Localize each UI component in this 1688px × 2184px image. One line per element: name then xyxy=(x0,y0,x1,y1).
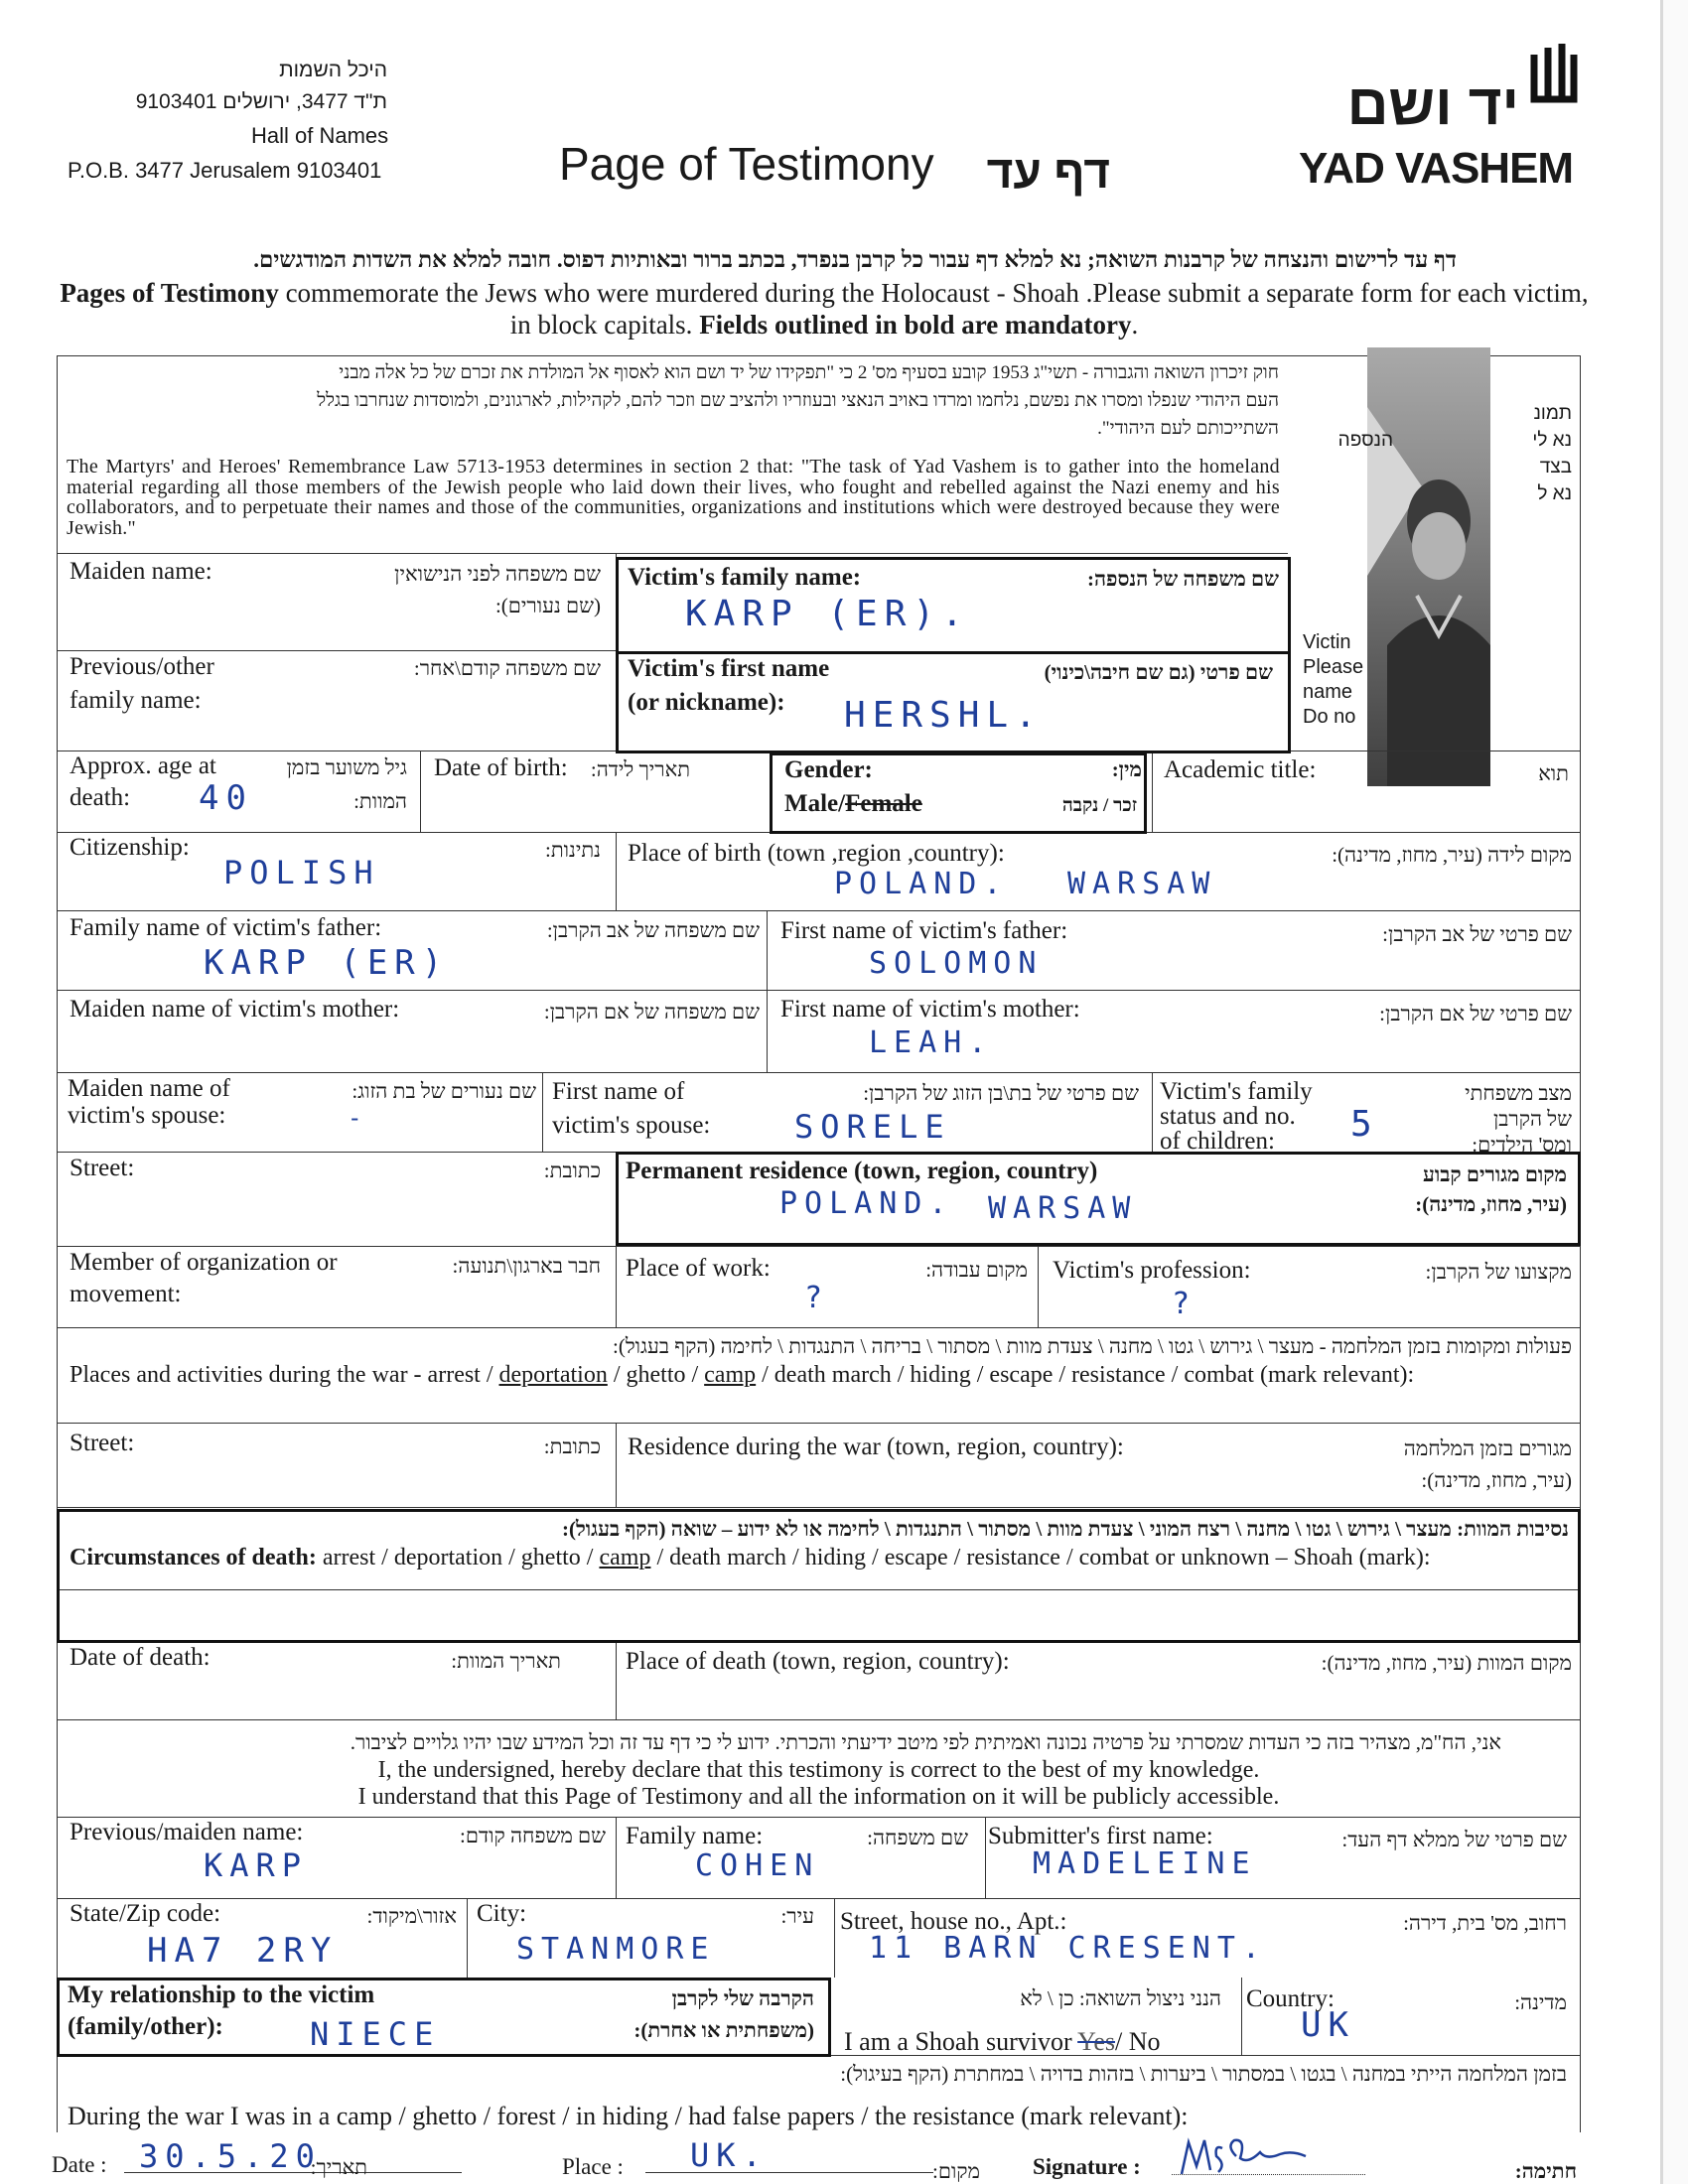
family-status-he-1: מצב משפחתי xyxy=(1465,1081,1572,1105)
intro-he: דף עד לרישום והנצחה של קרבנות השואה; נא למלא דף עבור כל קרבן בנפרד, בכתב ברור ובאותיות דפוס. חובה למלא את השדות המודגשים. xyxy=(253,247,1457,272)
dob-label: Date of birth: xyxy=(434,754,568,781)
circumstances-p1: arrest / deportation / ghetto / xyxy=(316,1545,600,1570)
war-street-label: Street: xyxy=(70,1430,135,1456)
law-he-2: העם היהודי שנפלו ומסרו את נפשם, נלחמו ומרדו באויב הנאצי ובעוזריו ולהציב שם וזכר להם, לקהילות, לארגונים, ולמוסדות שנחרבו בגלל xyxy=(317,390,1279,411)
intro-bold-1: Pages of Testimony xyxy=(60,278,279,308)
during-war-en: During the war I was in a camp / ghetto / forest / in hiding / had false papers / the resistance (mark relevant): xyxy=(68,2102,1189,2130)
activity-camp-marked[interactable]: camp xyxy=(704,1362,757,1388)
submitter-first-value[interactable]: MADELEINE xyxy=(1033,1846,1257,1881)
permanent-residence-label: Permanent residence (town, region, country) xyxy=(626,1158,1098,1184)
family-status-label-2: status and no. xyxy=(1160,1103,1296,1130)
circumstances-label: Circumstances of death: xyxy=(70,1545,317,1570)
footer-date-value[interactable]: 30.5.20 xyxy=(139,2137,322,2175)
spouse-maiden-he: שם נעורים של בת הזוג: xyxy=(352,1079,536,1103)
yad-vashem-logo xyxy=(1291,40,1589,199)
submitter-family-value[interactable]: COHEN xyxy=(695,1848,820,1883)
circumstances-en xyxy=(70,1545,1431,1571)
photo-side-en-2: Please xyxy=(1303,656,1364,678)
war-residence-label: Residence during the war (town, region, country): xyxy=(628,1433,1124,1460)
submitter-prev-he: שם משפחה קודם: xyxy=(460,1824,606,1847)
footer-date-label: Date : xyxy=(52,2152,107,2177)
previous-name-he: שם משפחה קודם\אחר: xyxy=(413,656,601,680)
country-label: Country: xyxy=(1246,1985,1335,2012)
organization-label-2: movement: xyxy=(70,1281,182,1307)
photo-side-he-2: נא לי xyxy=(1532,430,1572,451)
submitter-first-he: שם פרטי של ממלא דף העד: xyxy=(1341,1828,1567,1851)
permanent-residence-value-2[interactable]: WARSAW xyxy=(988,1191,1138,1226)
activities-p3: / ghetto / xyxy=(607,1362,705,1388)
photo-side-en-3: name xyxy=(1303,681,1353,703)
spouse-maiden-value[interactable]: - xyxy=(348,1104,369,1132)
first-name-label-1: Victim's first name xyxy=(628,655,830,682)
victim-photo xyxy=(1367,347,1490,786)
mother-first-label: First name of victim's mother: xyxy=(780,996,1080,1023)
academic-label: Academic title: xyxy=(1164,756,1317,783)
circumstances-p3: / death march / hiding / escape / resistance / combat or unknown – Shoah (mark): xyxy=(650,1545,1431,1570)
family-status-value[interactable]: 5 xyxy=(1350,1104,1379,1145)
street-he: כתובת: xyxy=(543,1159,601,1182)
law-he-3: השתייכותם לעם היהודי". xyxy=(1097,418,1279,439)
header-en-pob: P.O.B. 3477 Jerusalem 9103401 xyxy=(68,158,382,183)
scan-edge xyxy=(1660,0,1688,2184)
profession-value[interactable]: ? xyxy=(1172,1287,1197,1321)
intro-mid: commemorate the Jews who were murdered during the Holocaust - Shoah .Please submit a separate form for each victim, in block capitals. xyxy=(278,278,1589,340)
age-label-2: death: xyxy=(70,784,131,811)
age-value[interactable]: 40 xyxy=(199,778,253,818)
city-value[interactable]: STANMORE xyxy=(516,1932,716,1967)
maiden-name-he-2: (שם נעורים): xyxy=(494,594,601,617)
submitter-first-label: Submitter's first name: xyxy=(988,1823,1213,1849)
family-name-value[interactable]: KARP (ER). xyxy=(685,594,970,634)
law-en: The Martyrs' and Heroes' Remembrance Law 5713-1953 determines in section 2 that: "The task of Yad Vashem is to gather into the homeland material regarding all those members of the Jewish people who laid down their lives, who fought and rebelled against the Nazi enemy and his collaborators, and to perpetuate their names and those of the communities, organizations and institutions which were destroyed because they were Jewish." xyxy=(67,456,1280,539)
footer-date-he: תאריך: xyxy=(310,2155,367,2179)
place-of-work-label: Place of work: xyxy=(626,1255,771,1282)
activities-p5: / death march / hiding / escape / resistance / combat (mark relevant): xyxy=(756,1362,1415,1388)
dob-he: תאריך לידה: xyxy=(590,757,690,781)
footer-signature-label: Signature : xyxy=(1033,2154,1141,2179)
permanent-residence-he-1: מקום מגורים קבוע xyxy=(1423,1162,1567,1186)
country-value[interactable]: UK xyxy=(1301,2005,1355,2045)
citizenship-he: נתינות: xyxy=(545,838,601,862)
profession-label: Victim's profession: xyxy=(1053,1257,1251,1284)
maiden-name-he-1: שם משפחה לפני הנישואין xyxy=(394,562,601,586)
citizenship-value[interactable]: POLISH xyxy=(223,854,380,891)
previous-name-label-1: Previous/other xyxy=(70,653,214,680)
street-address-he: רחוב, מס' בית, דירה: xyxy=(1403,1911,1567,1935)
father-family-he: שם משפחה של אב הקרבן: xyxy=(546,918,760,942)
footer-place-label: Place : xyxy=(562,2154,624,2179)
father-first-he: שם פרטי של אב הקרבן: xyxy=(1382,922,1572,946)
photo-side-en-1: Victin xyxy=(1303,631,1351,653)
header-he-pob: ת"ד 3477, ירושלים 9103401 xyxy=(135,90,387,113)
previous-name-label-2: family name: xyxy=(70,687,202,714)
photo-side-en-4: Do no xyxy=(1303,706,1356,728)
footer-place-he: מקום: xyxy=(932,2159,980,2183)
place-of-death-label: Place of death (town, region, country): xyxy=(626,1648,1010,1675)
war-street-he: כתובת: xyxy=(543,1434,601,1458)
place-of-death-he: מקום המוות (עיר, מחוז, מדינה): xyxy=(1321,1651,1572,1675)
activity-deportation-marked[interactable]: deportation xyxy=(498,1362,608,1388)
photo-side-he-3: הנספה xyxy=(1337,430,1393,451)
family-status-he-3: ומס' הילדים: xyxy=(1472,1133,1572,1157)
spouse-first-label-1: First name of xyxy=(552,1078,685,1105)
first-name-he: שם פרטי (גם שם חיבה\כינוי) xyxy=(1044,660,1273,684)
survivor-yes-option[interactable]: Yes xyxy=(1077,2027,1115,2056)
survivor-he: הנני ניצול השואה: כן \ לא xyxy=(1020,1986,1221,2010)
mother-maiden-label: Maiden name of victim's mother: xyxy=(70,996,400,1023)
place-of-birth-he: מקום לידה (עיר, מחוז, מדינה): xyxy=(1332,843,1572,867)
declaration-en-2: I understand that this Page of Testimony and all the information on it will be publicly accessible. xyxy=(357,1784,1280,1810)
submitter-prev-value[interactable]: KARP xyxy=(204,1846,309,1884)
mother-first-value[interactable]: LEAH. xyxy=(869,1025,994,1060)
citizenship-label: Citizenship: xyxy=(70,834,190,861)
page-title: Page of Testimony xyxy=(559,138,934,190)
permanent-residence-value-1[interactable]: POLAND. xyxy=(779,1186,954,1221)
during-war-he: בזמן המלחמה הייתי במחנה \ בגטו \ במסתור \ ביערות \ בזהות בדויה \ במחתרת (הקף בעיגול): xyxy=(840,2062,1567,2086)
war-residence-he-2: (עיר, מחוז, מדינה): xyxy=(1421,1468,1572,1492)
page-title-he: דף עד xyxy=(986,146,1110,198)
survivor-no-option[interactable]: / No xyxy=(1115,2027,1161,2056)
gender-label: Gender: xyxy=(784,756,873,783)
first-name-label-2: (or nickname): xyxy=(628,689,785,716)
relationship-label-2: (family/other): xyxy=(68,2013,223,2040)
father-first-value[interactable]: SOLOMON xyxy=(869,946,1044,981)
organization-he: חבר בארגון\תנועה: xyxy=(452,1254,601,1278)
gender-female[interactable]: Female xyxy=(845,790,922,817)
first-name-value[interactable]: HERSHL. xyxy=(844,695,1044,736)
city-label: City: xyxy=(477,1900,527,1927)
place-of-birth-value-2[interactable]: WARSAW xyxy=(1067,867,1217,901)
header-he-org: היכל השמות xyxy=(279,59,387,81)
activities-p1: Places and activities during the war - arrest / xyxy=(70,1362,499,1388)
profession-he: מקצועו של הקרבן: xyxy=(1425,1260,1572,1284)
city-he: עיר: xyxy=(780,1904,814,1928)
mother-maiden-he: שם משפחה של אם הקרבן: xyxy=(543,1000,760,1024)
circumstances-he: נסיבות המוות: מעצר \ גירוש \ גטו \ מחנה \ רצח המוני \ צעדת מוות \ מסתור \ התנגדות \ לחימה או לא ידוע – שואה (הקף בעגול): xyxy=(561,1517,1569,1541)
gender-he-2: זכר / נקבה xyxy=(1061,795,1137,816)
mother-first-he: שם פרטי של אם הקרבן: xyxy=(1379,1002,1572,1025)
family-name-he: שם משפחה של הנספה: xyxy=(1086,567,1279,591)
survivor-question xyxy=(844,2027,1161,2056)
footer-signature-he: חתימה: xyxy=(1514,2159,1577,2183)
street-address-value[interactable]: 11 BARN CRESENT. xyxy=(869,1931,1267,1966)
academic-he: תוא xyxy=(1538,761,1569,785)
family-status-label-1: Victim's family xyxy=(1160,1078,1313,1105)
header-en-org: Hall of Names xyxy=(251,123,389,148)
father-family-value[interactable]: KARP (ER) xyxy=(204,943,450,983)
family-status-label-3: of children: xyxy=(1160,1128,1275,1155)
spouse-maiden-label-2: victim's spouse: xyxy=(68,1102,226,1129)
spouse-maiden-label-1: Maiden name of xyxy=(68,1075,230,1102)
war-residence-he-1: מגורים בזמן המלחמה xyxy=(1403,1436,1572,1460)
relationship-value[interactable]: NIECE xyxy=(310,2015,441,2053)
date-of-death-he: תאריך המוות: xyxy=(451,1649,561,1673)
activities-en xyxy=(70,1362,1414,1389)
age-label-1: Approx. age at xyxy=(70,752,216,779)
place-of-birth-value-1[interactable]: POLAND. xyxy=(834,867,1009,901)
spouse-first-he: שם פרטי של בת\בן הזוג של הקרבן: xyxy=(863,1081,1139,1105)
relationship-he-1: הקרבה שלי לקרבן xyxy=(671,1986,814,2010)
street-address-label: Street, house no., Apt.: xyxy=(840,1908,1067,1935)
zip-value[interactable]: HA7 2RY xyxy=(147,1931,339,1971)
circumstance-camp-marked[interactable]: camp xyxy=(599,1545,651,1570)
gender-options[interactable] xyxy=(784,790,922,818)
father-family-label: Family name of victim's father: xyxy=(70,914,382,941)
submitter-family-he: שם משפחה: xyxy=(867,1826,968,1849)
logo-he: יד ושם xyxy=(1346,72,1519,137)
survivor-en-1: I am a Shoah survivor xyxy=(844,2027,1078,2056)
age-he-1: גיל משוער בזמן xyxy=(286,755,407,779)
family-status-he-2: של הקרבן xyxy=(1492,1107,1572,1131)
activities-he: פעולות ומקומות בזמן המלחמה - מעצר \ גירוש \ גטו \ מחנה \ צעדת מוות \ מסתור \ בריחה \ התנגדות \ לחימה (הקף בעגול): xyxy=(613,1334,1572,1358)
country-he: מדינה: xyxy=(1514,1990,1567,2014)
relationship-label-1: My relationship to the victim xyxy=(68,1981,375,2008)
organization-label-1: Member of organization or xyxy=(70,1249,338,1276)
declaration-he: אני, הח"מ, מצהיר בזה כי העדות שמסרתי על פרטיה נכונה ואמיתית לפי מיטב ידיעתי והכרתי. ידוע לי כי דף עד זה וכל המידע שבו יהיו גלויים לציבור. xyxy=(350,1730,1501,1754)
photo-side-he-1: תמונ xyxy=(1533,403,1572,424)
date-of-death-label: Date of death: xyxy=(70,1644,211,1671)
victim-photo-figure xyxy=(1367,347,1490,786)
intro-en xyxy=(60,278,1589,341)
relationship-he-2: (משפחתית או אחרת): xyxy=(633,2018,814,2042)
spouse-first-label-2: victim's spouse: xyxy=(552,1112,711,1139)
logo-en: YAD VASHEM xyxy=(1299,144,1574,193)
zip-he: אזור\מיקוד: xyxy=(366,1904,457,1928)
declaration-en-1: I, the undersigned, hereby declare that this testimony is correct to the best of my knowledge. xyxy=(377,1757,1260,1783)
submitter-prev-label: Previous/maiden name: xyxy=(70,1819,304,1845)
photo-side-he-5: נא ל xyxy=(1537,483,1572,504)
street-label: Street: xyxy=(70,1155,135,1181)
logo-flame-icon xyxy=(1526,40,1586,119)
place-of-birth-label: Place of birth (town ,region ,country): xyxy=(628,840,1005,867)
family-name-label: Victim's family name: xyxy=(628,564,862,591)
gender-male[interactable]: Male/ xyxy=(784,790,846,817)
place-of-work-he: מקום עבודה: xyxy=(925,1258,1028,1282)
permanent-residence-he-2: (עיר, מחוז, מדינה): xyxy=(1415,1192,1567,1216)
father-first-label: First name of victim's father: xyxy=(780,917,1068,944)
intro-end: . xyxy=(1131,309,1139,340)
photo-side-he-4: בצד xyxy=(1539,457,1572,478)
place-of-work-value[interactable]: ? xyxy=(804,1281,830,1315)
submitter-family-label: Family name: xyxy=(626,1823,764,1849)
spouse-first-value[interactable]: SORELE xyxy=(794,1108,951,1146)
gender-he: מין: xyxy=(1111,757,1142,781)
footer-place-value[interactable]: UK. xyxy=(690,2136,769,2174)
law-he-1: חוק זיכרון השואה והגבורה - תשי"ג 1953 קובע בסעיף מס' 2 כי "תפקידו של יד ושם הוא לאסוף אל המולדת את זכרם של כל אלה מבני xyxy=(339,362,1279,383)
maiden-name-label: Maiden name: xyxy=(70,558,212,585)
intro-bold-2: Fields outlined in bold are mandatory xyxy=(699,309,1132,340)
age-he-2: המוות: xyxy=(353,789,407,813)
zip-label: State/Zip code: xyxy=(70,1900,221,1927)
